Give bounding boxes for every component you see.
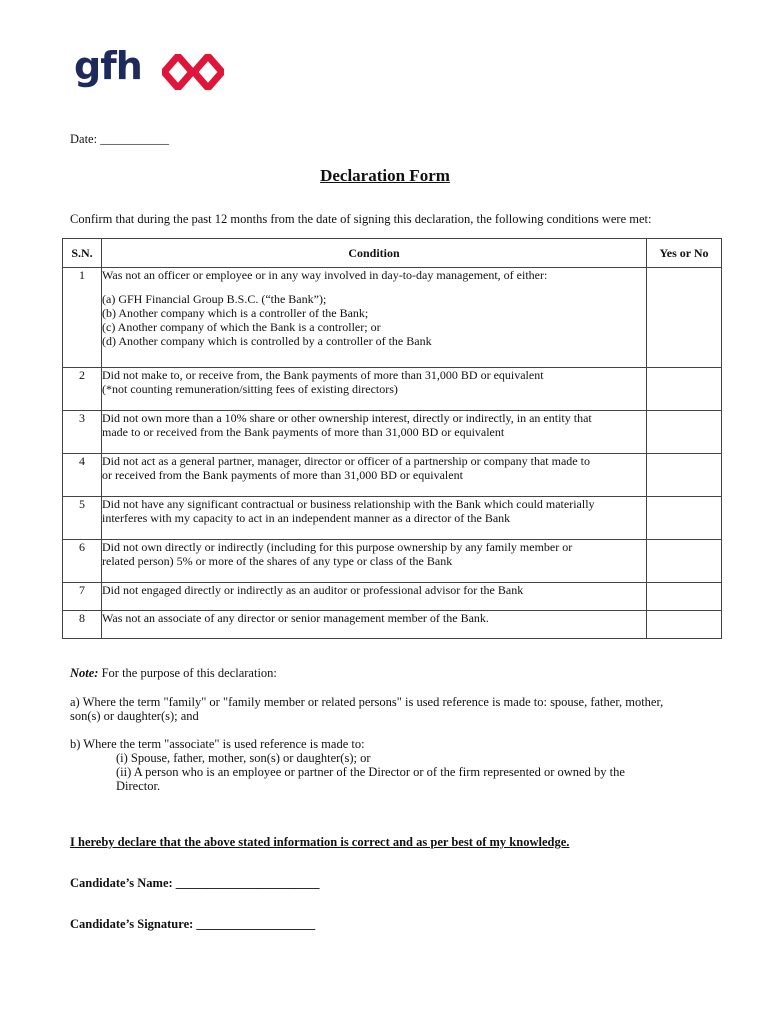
row-condition — [102, 454, 647, 497]
condition-text: Was not an officer or employee or in any way involved in day-to-day management, of either: — [102, 268, 548, 282]
date-line: Date: ___________ — [70, 132, 169, 146]
row-sn: 2 — [63, 368, 102, 411]
yes-no-cell[interactable] — [647, 368, 722, 411]
note-b-line: b) Where the term "associate" is used reference is made to: — [70, 737, 365, 751]
row-condition — [102, 411, 647, 454]
header-condition: Condition — [102, 239, 647, 268]
condition-text: Did not act as a general partner, manager, director or officer of a partnership or company that made to — [102, 454, 590, 468]
table-row — [63, 497, 722, 540]
logo-text: gfh — [74, 44, 142, 88]
yes-no-cell[interactable] — [647, 454, 722, 497]
table-row — [63, 583, 722, 611]
row-sn: 4 — [63, 454, 102, 497]
row-condition — [102, 540, 647, 583]
row-sn: 7 — [63, 583, 102, 611]
gfh-logo — [74, 44, 224, 92]
row-condition — [102, 368, 647, 411]
row-sn: 3 — [63, 411, 102, 454]
condition-text: (*not counting remuneration/sitting fees of existing directors) — [102, 382, 398, 396]
condition-item: (b) Another company which is a controller of the Bank; — [102, 306, 369, 320]
table-header-row — [63, 239, 722, 268]
condition-text: or received from the Bank payments of more than 31,000 BD or equivalent — [102, 468, 463, 482]
page-title: Declaration Form — [320, 166, 450, 185]
note-b-item: Director. — [116, 779, 161, 793]
row-condition — [102, 611, 647, 639]
candidate-name-field[interactable]: Candidate’s Name: _______________________ — [70, 876, 320, 890]
header-sn: S.N. — [63, 239, 102, 268]
note-label: Note: — [70, 666, 99, 680]
condition-text: Did not have any significant contractual or business relationship with the Bank which could materially — [102, 497, 595, 511]
condition-text: related person) 5% or more of the shares of any type or class of the Bank — [102, 554, 453, 568]
yes-no-cell[interactable] — [647, 268, 722, 368]
note-b — [70, 737, 710, 793]
condition-text: Did not engaged directly or indirectly as an auditor or professional advisor for the Bank — [102, 583, 524, 597]
note-a — [70, 695, 710, 723]
header-yes-no: Yes or No — [647, 239, 722, 268]
note — [70, 666, 710, 681]
declaration-statement: I hereby declare that the above stated information is correct and as per best of my knowledge. — [70, 835, 570, 849]
condition-text: made to or received from the Bank payments of more than 31,000 BD or equivalent — [102, 425, 505, 439]
row-condition — [102, 497, 647, 540]
row-sn: 8 — [63, 611, 102, 639]
row-sn: 1 — [63, 268, 102, 368]
condition-text: interferes with my capacity to act in an independent manner as a director of the Bank — [102, 511, 511, 525]
note-a-line: son(s) or daughter(s); and — [70, 709, 199, 723]
yes-no-cell[interactable] — [647, 583, 722, 611]
condition-text: Did not own more than a 10% share or other ownership interest, directly or indirectly, in an entity that — [102, 411, 592, 425]
note-text: For the purpose of this declaration: — [98, 666, 277, 680]
note-a-line: a) Where the term "family" or "family member or related persons" is used reference is made to: spouse, father, mother, — [70, 695, 664, 709]
yes-no-cell[interactable] — [647, 497, 722, 540]
yes-no-cell[interactable] — [647, 411, 722, 454]
intro-text: Confirm that during the past 12 months from the date of signing this declaration, the following conditions were met: — [70, 212, 652, 226]
condition-text: Did not own directly or indirectly (including for this purpose ownership by any family member or — [102, 540, 573, 554]
row-sn: 6 — [63, 540, 102, 583]
logo-diamonds-icon — [162, 54, 224, 90]
yes-no-cell[interactable] — [647, 611, 722, 639]
table-row — [63, 368, 722, 411]
note-b-item: (ii) A person who is an employee or partner of the Director or of the firm represented or owned by the — [116, 765, 625, 779]
table-row — [63, 454, 722, 497]
candidate-signature-field[interactable]: Candidate’s Signature: ___________________ — [70, 917, 316, 931]
condition-text: Was not an associate of any director or senior management member of the Bank. — [102, 611, 489, 625]
row-sn: 5 — [63, 497, 102, 540]
conditions-table — [62, 238, 722, 639]
condition-text: Did not make to, or receive from, the Bank payments of more than 31,000 BD or equivalent — [102, 368, 544, 382]
row-condition — [102, 583, 647, 611]
yes-no-cell[interactable] — [647, 540, 722, 583]
condition-item: (d) Another company which is controlled by a controller of the Bank — [102, 334, 432, 348]
table-row — [63, 411, 722, 454]
table-row — [63, 540, 722, 583]
table-row — [63, 611, 722, 639]
table-row — [63, 268, 722, 368]
note-b-item: (i) Spouse, father, mother, son(s) or daughter(s); or — [116, 751, 371, 765]
condition-item: (c) Another company of which the Bank is a controller; or — [102, 320, 381, 334]
condition-item: (a) GFH Financial Group B.S.C. (“the Bank”); — [102, 292, 327, 306]
row-condition — [102, 268, 647, 368]
